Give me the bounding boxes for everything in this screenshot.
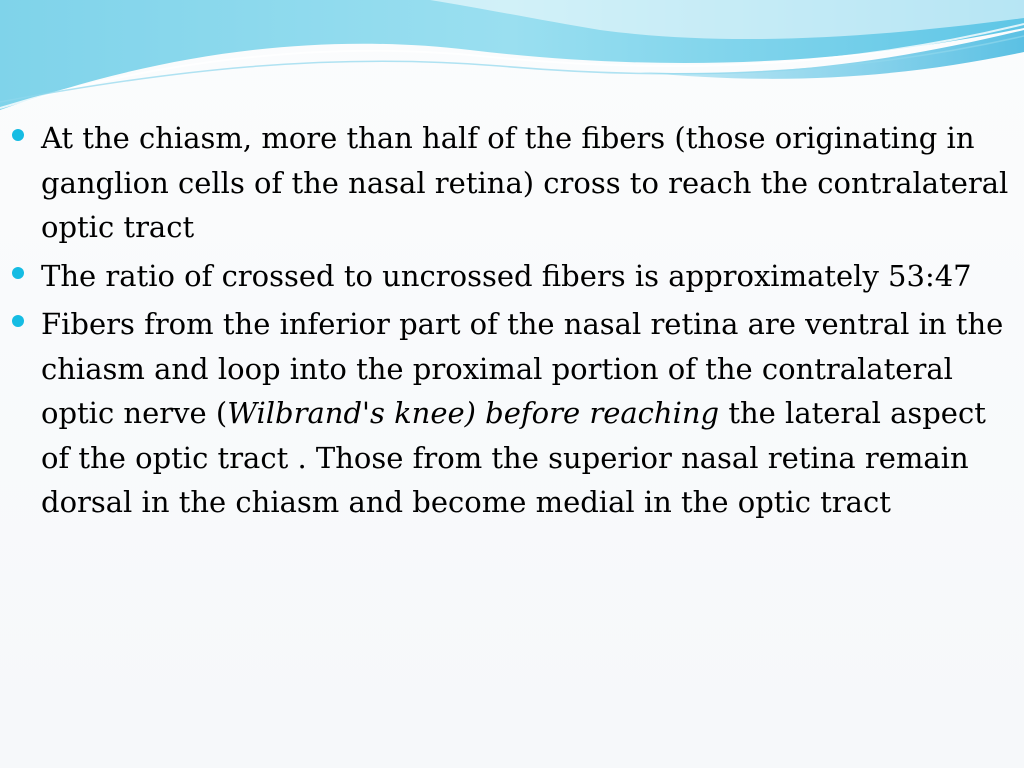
bullet-marker-icon — [12, 129, 24, 141]
bullet-text: At the chiasm, more than half of the fibers (those originating in ganglion cells of the nasal retina) cross to reach the contralateral optic tract — [41, 121, 1009, 244]
bullet-list — [12, 116, 1012, 525]
bullet-item — [12, 116, 1012, 250]
bullet-marker-icon — [12, 267, 24, 279]
bullet-marker-icon — [12, 315, 24, 327]
bullet-item — [12, 302, 1012, 525]
bullet-item — [12, 254, 1012, 299]
bullet-text-italic-segment: Wilbrand's knee) before reaching — [227, 396, 720, 430]
slide-content — [12, 116, 1012, 529]
bullet-text-segment: Fibers from the inferior part of the nasal retina are ventral in the chiasm and loop into the proximal portion of the contralateral optic nerve ( — [41, 307, 1004, 430]
bullet-text-segment: the lateral aspect of the optic tract . Those from the superior nasal retina remain dorsal in the chiasm and become medial in the optic tract — [41, 396, 986, 519]
bullet-text: The ratio of crossed to uncrossed fibers is approximately 53:47 — [41, 258, 972, 293]
bullet-text — [41, 307, 1003, 519]
